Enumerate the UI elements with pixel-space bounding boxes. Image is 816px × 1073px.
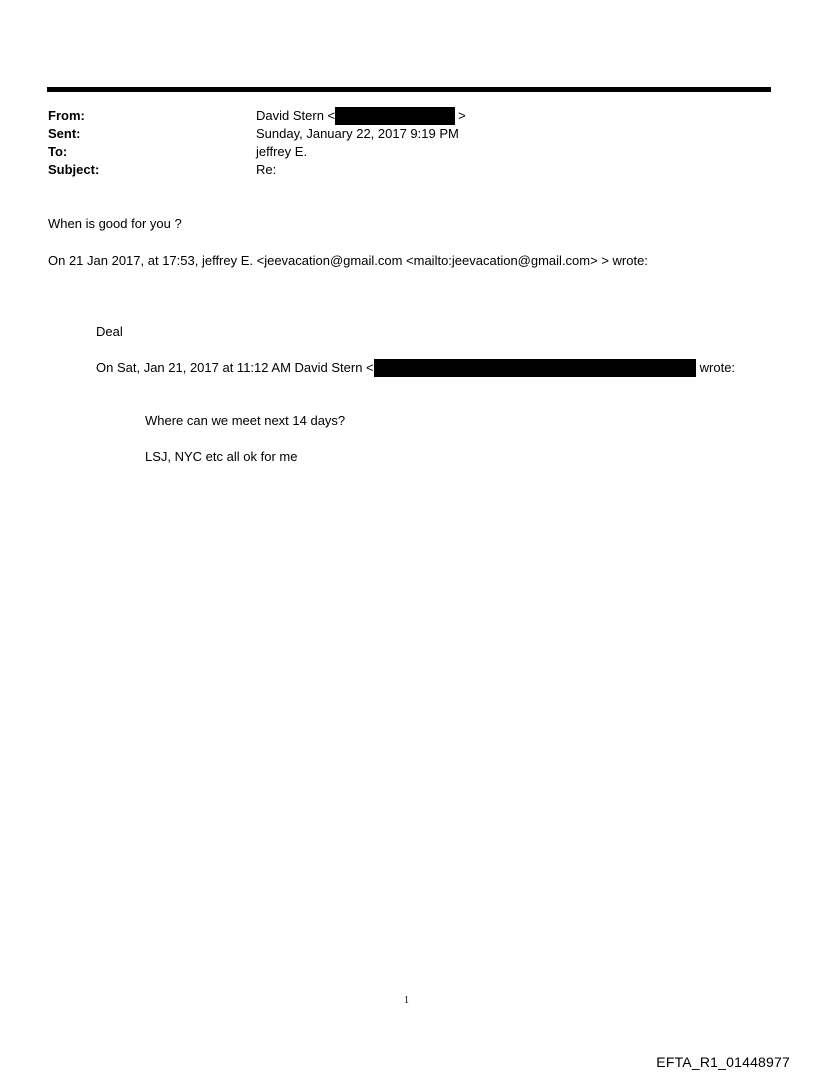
redaction-bar (374, 359, 696, 377)
quote2-intro-start: On Sat, Jan 21, 2017 at 11:12 AM David Stern < (96, 360, 374, 375)
subject-label: Subject: (48, 162, 100, 177)
from-value (256, 107, 466, 125)
from-close: > (458, 108, 466, 123)
quote2-line1: Where can we meet next 14 days? (145, 413, 346, 428)
quote2-intro-end: wrote: (699, 360, 736, 375)
to-label: To: (48, 144, 68, 159)
sent-value: Sunday, January 22, 2017 9:19 PM (256, 126, 459, 141)
quote2-line2: LSJ, NYC etc all ok for me (145, 449, 298, 464)
bates-number: EFTA_R1_01448977 (656, 1054, 790, 1070)
from-label: From: (48, 108, 85, 123)
quote2-intro (96, 359, 735, 377)
redaction-bar (335, 107, 455, 125)
to-value: jeffrey E. (256, 144, 308, 159)
page-number: 1 (404, 995, 409, 1006)
header-divider (47, 87, 771, 92)
quote1-text: Deal (96, 324, 123, 339)
sent-label: Sent: (48, 126, 81, 141)
quote1-intro: On 21 Jan 2017, at 17:53, jeffrey E. <jeevacation@gmail.com <mailto:jeevacation@gmail.com> > wrote: (48, 253, 648, 268)
subject-value: Re: (256, 162, 277, 177)
from-name: David Stern < (256, 108, 336, 123)
reply-line: When is good for you ? (48, 216, 182, 231)
